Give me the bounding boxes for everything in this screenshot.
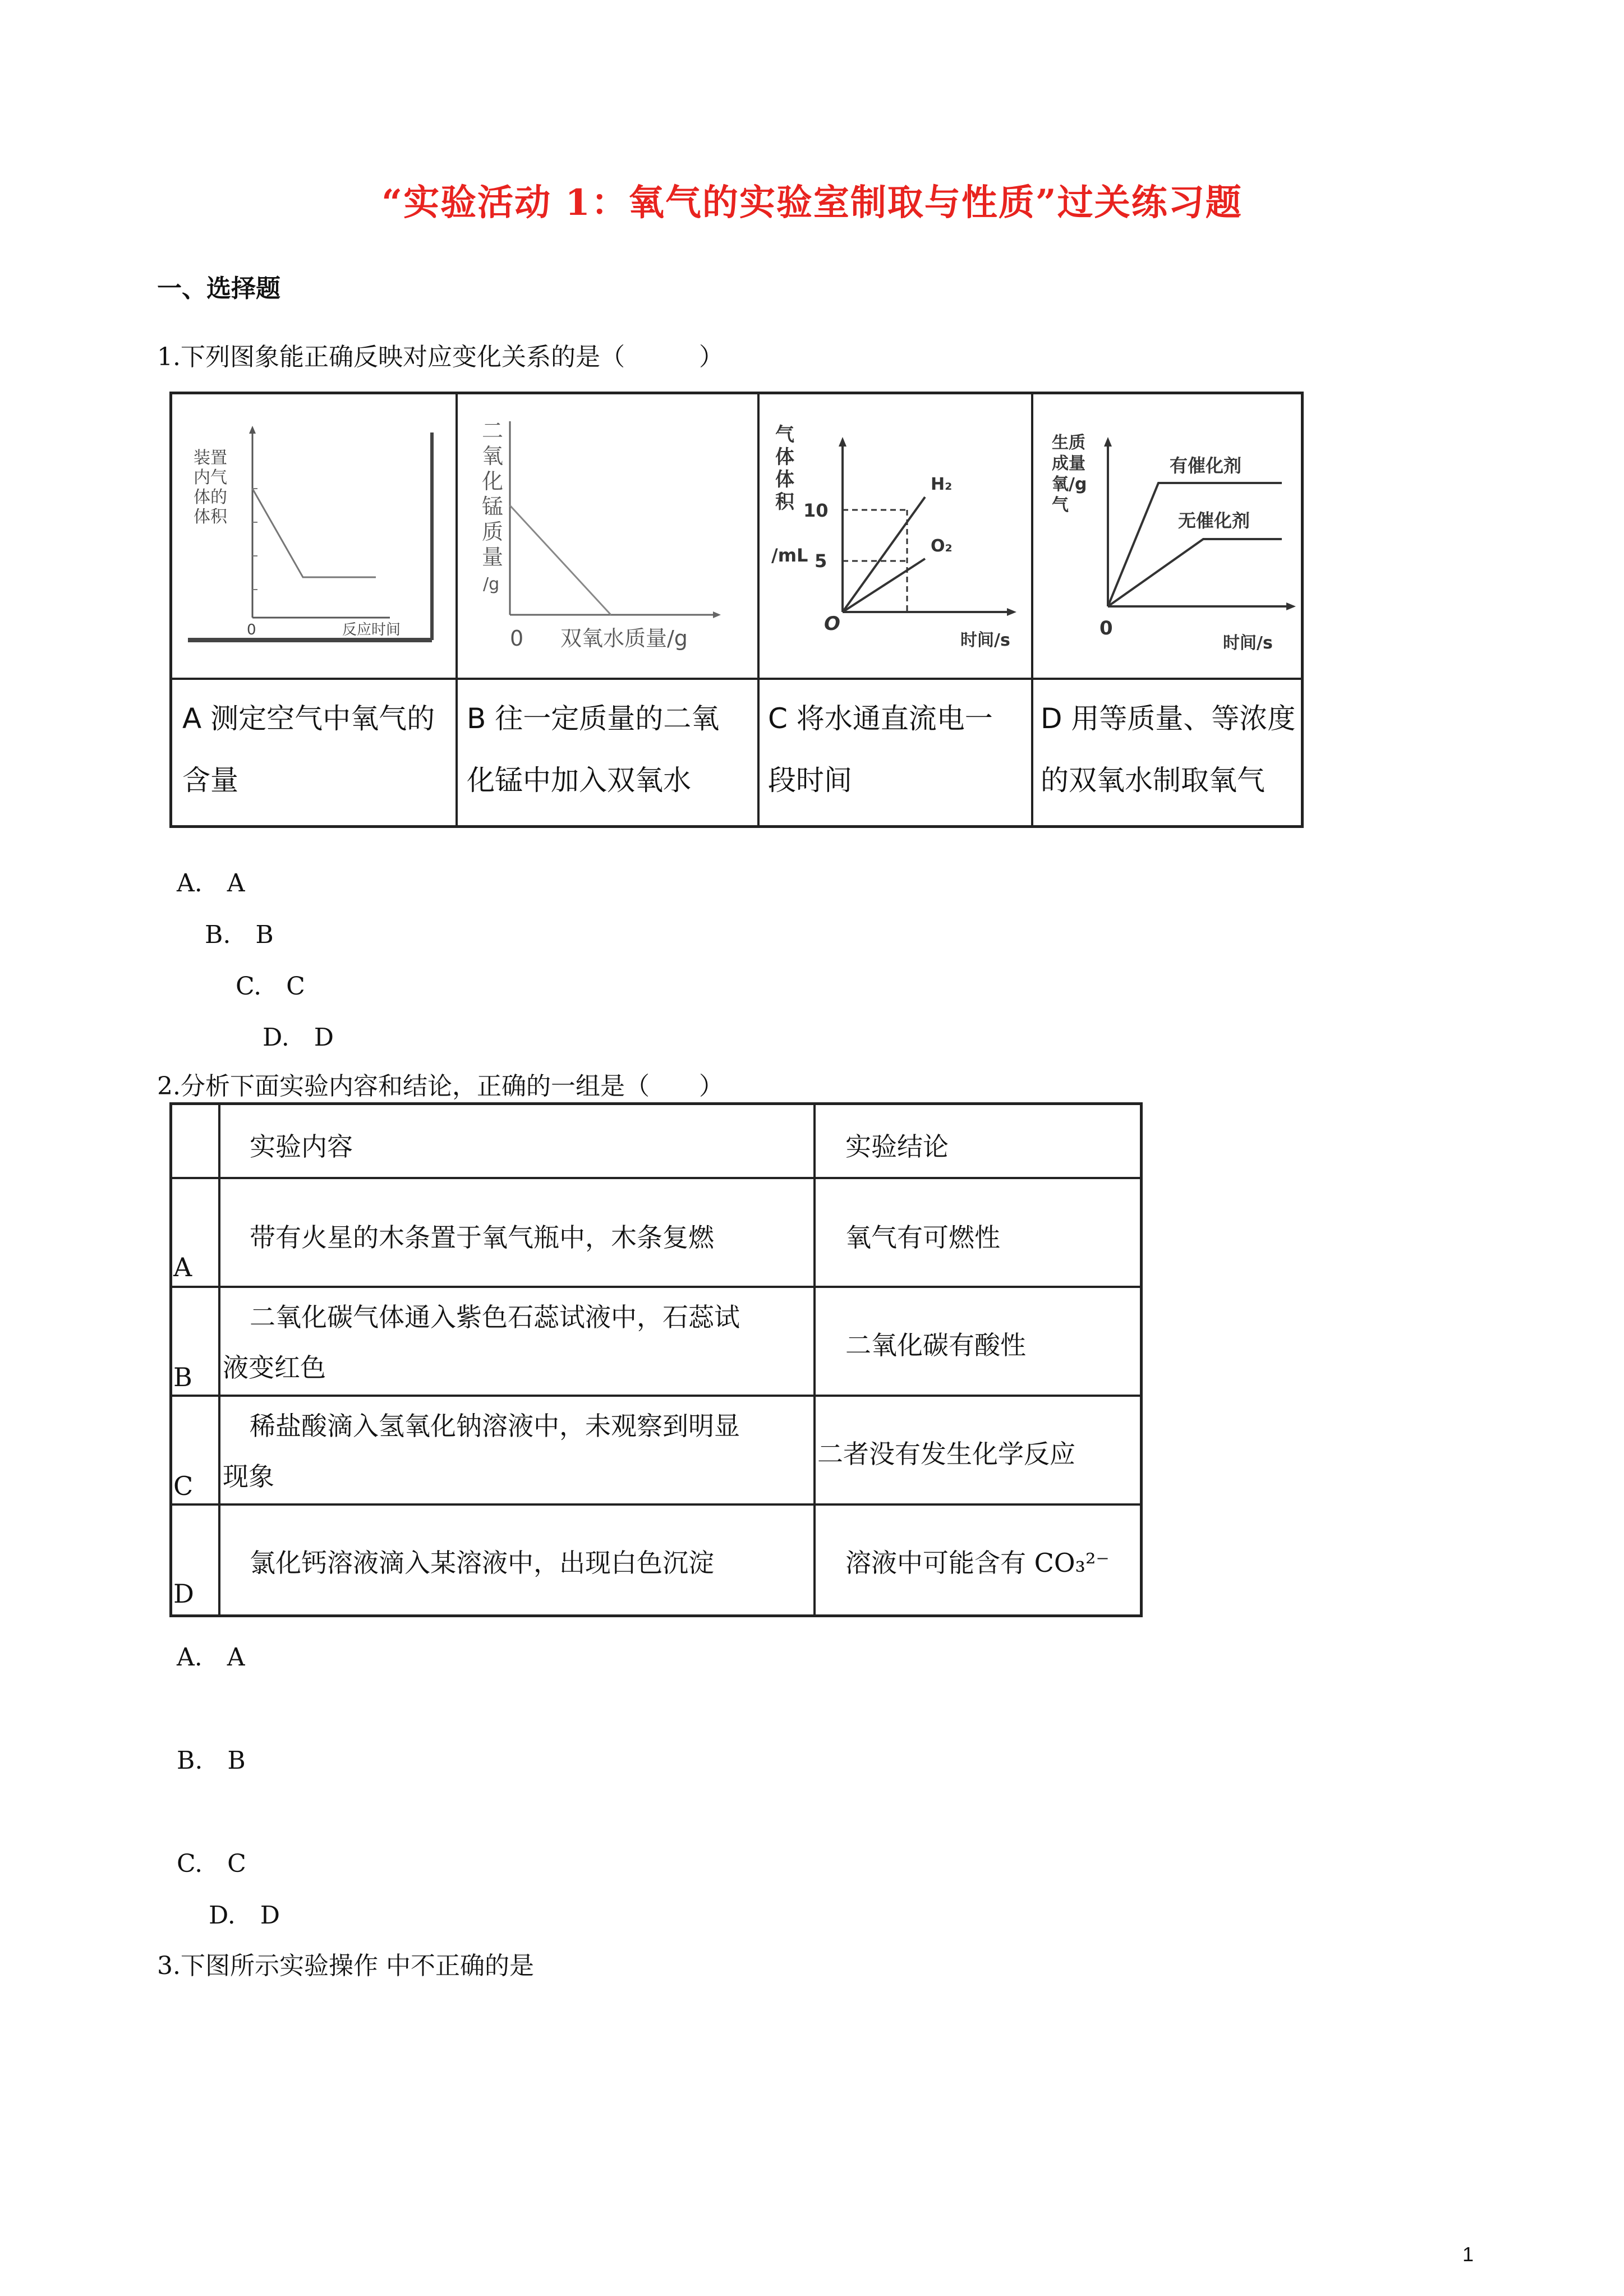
svg-text:质: 质: [482, 519, 504, 544]
row-b-conclusion: 二氧化碳有酸性: [845, 1330, 1026, 1360]
row-d-label: D: [173, 1579, 194, 1609]
svg-text:内气: 内气: [194, 468, 227, 487]
row-c-content-line1: 稀盐酸滴入氢氧化钠溶液中，未观察到明显: [250, 1411, 740, 1441]
svg-text:体: 体: [775, 468, 794, 491]
caption-b: B 往一定质量的二氧 化锰中加入双氧水: [467, 702, 720, 797]
q1-option-c[interactable]: C. C: [236, 972, 305, 1001]
q2-option-d[interactable]: D. D: [209, 1901, 280, 1930]
row-d-content: 氯化钙溶液滴入某溶液中，出现白色沉淀: [250, 1548, 714, 1578]
graph-d-series-no-catalyst: 无催化剂: [1178, 510, 1250, 531]
graph-b-origin: 0: [510, 626, 524, 651]
q1-option-a[interactable]: A. A: [177, 869, 245, 898]
graph-c-origin: O: [824, 613, 840, 635]
svg-text:量: 量: [482, 545, 504, 569]
graph-a: [177, 399, 452, 674]
graph-c-tick-10: 10: [803, 500, 829, 521]
page-title: “实验活动 1：氧气的实验室制取与性质”过关练习题: [381, 182, 1243, 224]
question-3-stem: 3.下图所示实验操作 中不正确的是: [157, 1952, 534, 1980]
graph-c-tick-5: 5: [815, 550, 827, 572]
caption-d: D 用等质量、等浓度 的双氧水制取氧气: [1041, 702, 1296, 797]
svg-text:氧/g: 氧/g: [1052, 475, 1087, 494]
graph-b-xlabel: 双氧水质量/g: [560, 626, 688, 651]
svg-text:/mL: /mL: [771, 545, 808, 566]
svg-text:成量: 成量: [1052, 454, 1085, 473]
svg-text:体的: 体的: [194, 487, 227, 507]
question-2-table: [169, 1102, 1143, 1617]
row-c-content-line2: 现象: [223, 1461, 274, 1492]
svg-text:锰: 锰: [482, 494, 504, 519]
graph-c-series-o2: O₂: [931, 536, 953, 556]
svg-text:体积: 体积: [194, 507, 227, 527]
graph-d: [1035, 399, 1303, 674]
row-c-conclusion: 二者没有发生化学反应: [817, 1439, 1075, 1469]
row-a-label: A: [173, 1252, 192, 1282]
row-a-content: 带有火星的木条置于氧气瓶中，木条复燃: [250, 1222, 714, 1253]
section-heading: 一、选择题: [157, 274, 280, 303]
graph-d-ylabel: 生质: [1052, 433, 1085, 453]
graph-d-origin: 0: [1099, 617, 1113, 639]
svg-text:积: 积: [775, 491, 794, 513]
q2-option-a[interactable]: A. A: [177, 1643, 245, 1672]
q2-option-c[interactable]: C. C: [177, 1849, 246, 1878]
svg-text:化: 化: [482, 469, 504, 494]
svg-text:氧: 氧: [482, 444, 504, 468]
question-1-graph-table: [169, 392, 1304, 828]
row-b-content-line1: 二氧化碳气体通入紫色石蕊试液中，石蕊试: [250, 1302, 740, 1332]
q1-option-b[interactable]: B. B: [205, 921, 274, 949]
graph-a-ylabel: 装置: [194, 448, 227, 468]
graph-b: [459, 399, 756, 674]
row-b-label: B: [173, 1362, 192, 1392]
question-2-stem: 2.分析下面实验内容和结论，正确的一组是（ ）: [157, 1072, 724, 1101]
graph-c-xlabel: 时间/s: [960, 631, 1010, 650]
graph-b-ylabel: 二: [482, 418, 504, 443]
header-conclusion: 实验结论: [845, 1131, 949, 1162]
row-d-conclusion: 溶液中可能含有 CO₃²⁻: [845, 1548, 1110, 1578]
graph-d-xlabel: 时间/s: [1223, 633, 1273, 653]
svg-text:气: 气: [1052, 495, 1069, 515]
caption-c: C 将水通直流电一 段时间: [768, 702, 993, 797]
row-b-content-line2: 液变红色: [223, 1352, 326, 1383]
graph-c-ylabel: 气: [775, 424, 794, 446]
svg-text:/g: /g: [483, 574, 500, 594]
graph-c-series-h2: H₂: [931, 475, 953, 494]
graph-d-series-catalyst: 有催化剂: [1170, 455, 1242, 476]
page-number: 1: [1462, 2243, 1474, 2266]
row-c-label: C: [173, 1471, 194, 1501]
question-1-stem: 1.下列图象能正确反映对应变化关系的是（ ）: [157, 343, 724, 371]
graph-a-xlabel: 反应时间: [342, 622, 401, 638]
q2-option-b[interactable]: B. B: [177, 1746, 246, 1775]
graph-c: [761, 399, 1029, 674]
q1-option-d[interactable]: D. D: [263, 1023, 334, 1052]
graph-a-origin: 0: [247, 622, 256, 638]
caption-a: A 测定空气中氧气的 含量: [182, 702, 435, 797]
svg-text:体: 体: [775, 446, 794, 468]
row-a-conclusion: 氧气有可燃性: [845, 1222, 1000, 1253]
header-content: 实验内容: [250, 1131, 353, 1162]
